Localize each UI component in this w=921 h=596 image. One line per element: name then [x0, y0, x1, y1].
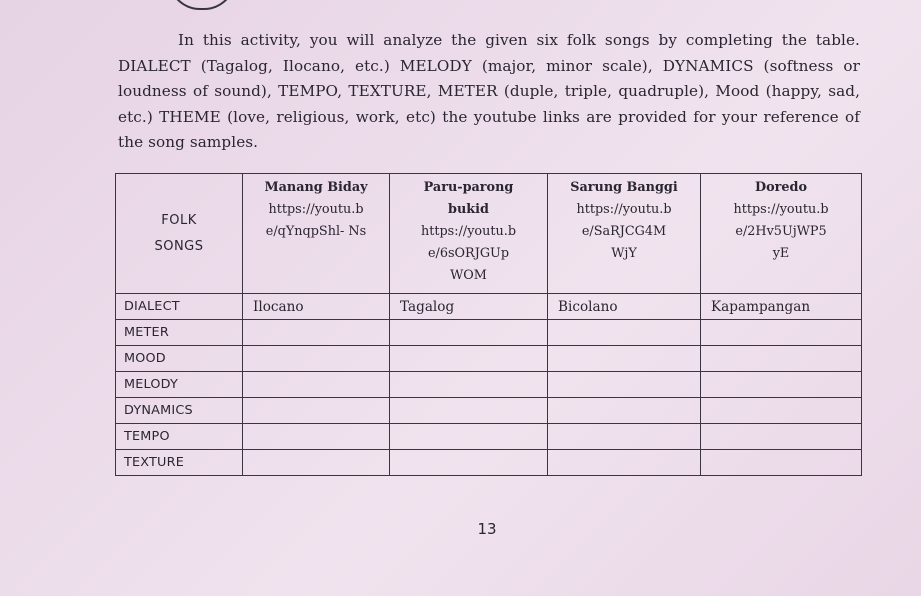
song-title: Doredo — [755, 180, 807, 195]
empty-cell[interactable] — [243, 372, 390, 398]
song-link-line[interactable]: WjY — [611, 246, 637, 261]
dialect-cell[interactable]: Tagalog — [390, 294, 548, 320]
song-title: Sarung Banggi — [570, 180, 678, 195]
song-link-line[interactable]: yE — [772, 246, 790, 261]
folk-songs-header — [116, 174, 243, 294]
corner-label-songs: SONGS — [154, 238, 204, 254]
row-label-melody: MELODY — [116, 372, 243, 398]
header-row — [116, 174, 862, 294]
activity-instructions: In this activity, you will analyze the given six folk songs by completing the table. DIALECT (Tagalog, Ilocano, etc.) MELODY (major, minor scale), DYNAMICS (softness or loudness of sound), TEMPO, TEXTURE, METER (duple, triple, quadruple), Mood (happy, sad, etc.) THEME (love, religious, work, etc) the youtube links are provided for your reference of the song samples. — [118, 31, 860, 151]
empty-cell[interactable] — [548, 398, 701, 424]
corner-label-folk: FOLK — [161, 212, 197, 228]
song-link-line[interactable]: https://youtu.b — [733, 202, 829, 217]
table-row — [116, 294, 862, 320]
empty-cell[interactable] — [701, 424, 862, 450]
song-header-paru-parong-bukid — [390, 174, 548, 294]
empty-cell[interactable] — [243, 346, 390, 372]
row-label-texture: TEXTURE — [116, 450, 243, 476]
folk-songs-table — [115, 173, 862, 476]
song-link-line[interactable]: https://youtu.b — [268, 202, 364, 217]
song-header-doredo — [701, 174, 862, 294]
empty-cell[interactable] — [243, 320, 390, 346]
page-number: 13 — [477, 520, 497, 538]
empty-cell[interactable] — [390, 424, 548, 450]
row-label-meter: METER — [116, 320, 243, 346]
song-header-manang-biday — [243, 174, 390, 294]
song-link-line[interactable]: e/6sORJGUp — [427, 246, 510, 261]
empty-cell[interactable] — [390, 346, 548, 372]
row-label-mood: MOOD — [116, 346, 243, 372]
empty-cell[interactable] — [390, 320, 548, 346]
empty-cell[interactable] — [243, 424, 390, 450]
song-link-line[interactable]: e/qYnqpShl- Ns — [265, 224, 367, 239]
dialect-cell[interactable]: Bicolano — [548, 294, 701, 320]
empty-cell[interactable] — [701, 372, 862, 398]
empty-cell[interactable] — [548, 424, 701, 450]
decorative-corner-graphic — [168, 0, 236, 10]
empty-cell[interactable] — [548, 346, 701, 372]
empty-cell[interactable] — [701, 320, 862, 346]
dialect-cell[interactable]: Kapampangan — [701, 294, 862, 320]
song-title: Manang Biday — [264, 180, 368, 195]
empty-cell[interactable] — [548, 372, 701, 398]
song-link-line[interactable]: https://youtu.b — [576, 202, 672, 217]
song-link-line[interactable]: e/2Hv5UjWP5 — [735, 224, 827, 239]
table-row — [116, 398, 862, 424]
table-row — [116, 372, 862, 398]
song-title: bukid — [448, 202, 489, 217]
table-row — [116, 346, 862, 372]
empty-cell[interactable] — [548, 450, 701, 476]
empty-cell[interactable] — [243, 398, 390, 424]
song-title: Paru-parong — [423, 180, 514, 195]
empty-cell[interactable] — [701, 346, 862, 372]
empty-cell[interactable] — [701, 398, 862, 424]
dialect-cell[interactable]: Ilocano — [243, 294, 390, 320]
table-row — [116, 320, 862, 346]
empty-cell[interactable] — [390, 398, 548, 424]
song-header-sarung-banggi — [548, 174, 701, 294]
table-row — [116, 424, 862, 450]
song-link-line[interactable]: e/SaRJCG4M — [581, 224, 667, 239]
empty-cell[interactable] — [701, 450, 862, 476]
row-label-dynamics: DYNAMICS — [116, 398, 243, 424]
song-link-line[interactable]: https://youtu.b — [420, 224, 517, 239]
row-label-tempo: TEMPO — [116, 424, 243, 450]
empty-cell[interactable] — [548, 320, 701, 346]
song-link-line[interactable]: WOM — [450, 268, 487, 283]
empty-cell[interactable] — [390, 372, 548, 398]
table-row — [116, 450, 862, 476]
row-label-dialect: DIALECT — [116, 294, 243, 320]
empty-cell[interactable] — [390, 450, 548, 476]
empty-cell[interactable] — [243, 450, 390, 476]
